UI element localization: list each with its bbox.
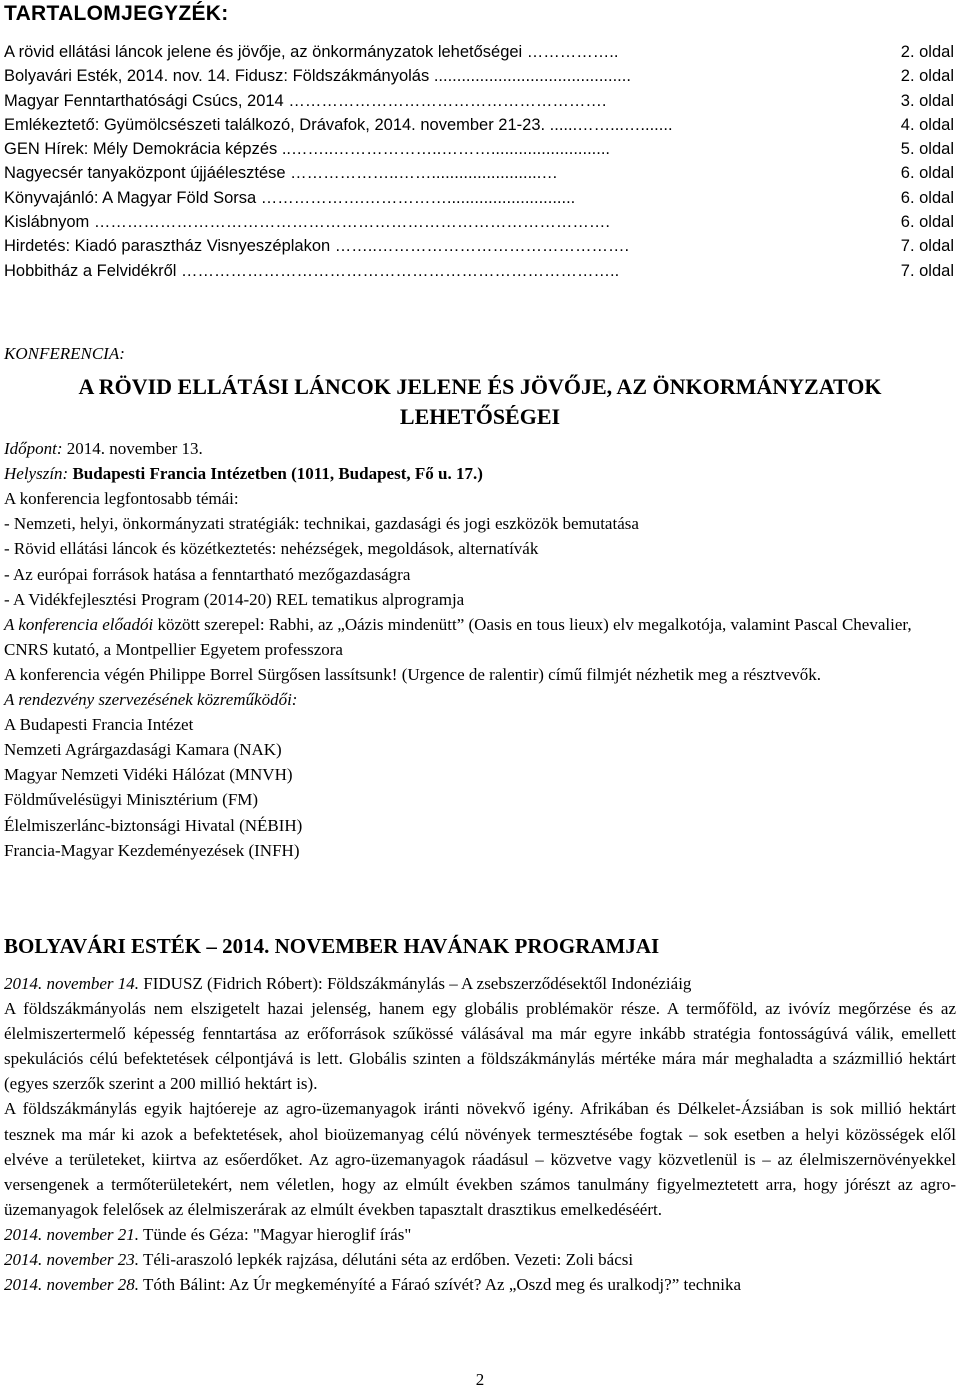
toc-entry-text: Emlékeztető: Gyümölcsészeti találkozó, Drávafok, 2014. november 21-23. ......……...…....... xyxy=(4,115,673,134)
event-4 xyxy=(4,1272,956,1297)
toc-entry-text: GEN Hírek: Mély Demokrácia képzés ..……..………………..……….......................... xyxy=(4,140,611,159)
toc-entry-text: Kislábnyom …………………………………………………………………………………. xyxy=(4,213,610,232)
event-title: Tünde és Géza: "Magyar hieroglif írás" xyxy=(139,1224,412,1244)
organizer-item: Nemzeti Agrárgazdasági Kamara (NAK) xyxy=(4,740,282,760)
conference-time xyxy=(4,436,956,461)
toc-entry-page: 4. oldal xyxy=(900,115,954,134)
toc-entry[interactable] xyxy=(4,259,956,283)
toc-entry[interactable] xyxy=(4,40,956,64)
organizer-item: Élelmiszerlánc-biztonsági Hivatal (NÉBIH) xyxy=(4,815,303,835)
speakers-paragraph xyxy=(4,612,956,662)
place-label: Helyszín: xyxy=(4,464,69,484)
toc-entry[interactable] xyxy=(4,89,956,113)
toc-entry[interactable] xyxy=(4,234,956,258)
speakers-text: között szerepel: Rabhi, az „Oázis mindenütt” (Oasis en tous lieux) elv megalkotója, valamint Pascal Chevalier, CNRS kutató, a Montpellier Egyetem professzora xyxy=(4,614,912,659)
event-date: 2014. november 14. xyxy=(4,974,140,993)
film-paragraph: A konferencia végén Philippe Borrel Sürgősen lassítsunk! (Urgence de ralentir) című filmjét nézhetik meg a résztvevők. xyxy=(4,664,822,684)
event-title: Tóth Bálint: Az Úr megkeményíté a Fáraó szívét? Az „Oszd meg és uralkodj?” technika xyxy=(139,1275,742,1295)
toc-entry-text: A rövid ellátási láncok jelene és jövője, az önkormányzatok lehetőségei …………….. xyxy=(4,43,619,61)
event-2 xyxy=(4,1222,956,1247)
toc-entry-page: 7. oldal xyxy=(900,261,954,280)
event-3 xyxy=(4,1247,956,1272)
page-number: 2 xyxy=(475,1370,485,1389)
event-1-paragraph-1: A földszákmányolás nem elszigetelt hazai jelenség, hanem egy globális problémakör része. A termőföld, az ivóvíz megőrzése és az élelmiszertermelő képesség fenntartása az erőforrások szűkössé válásával ma már egyre inkább stratégia fontosságúvá válik, emellett spekulációs célú befektetések célpontjává is lett. Globális szinten a földszákmánylás mértéke mára már meghaladta a százmillió hektárt (egyes szerzők szerint a 200 millió hektárt is). xyxy=(4,999,956,1094)
toc-entry-text: Könyvajánló: A Magyar Föld Sorsa ……………….……………............................ xyxy=(4,188,576,207)
toc-entry[interactable] xyxy=(4,161,956,185)
event-1 xyxy=(4,971,956,996)
toc-title: TARTALOMJEGYZÉK: xyxy=(4,2,229,25)
event-1-paragraph-2: A földszákmánylás egyik hajtóereje az agro-üzemanyagok iránti növekvő igény. Afrikában és Délkelet-Ázsiában is sok millió hektárt tesznek ma már ki azok a befektetések, ahol bioüzemanyag célú növények termesztésébe fogtak – sok esetben a helyi közösségek elől elvéve a területeket, kiirtva az esőerdőket. Az agro-üzemanyagok ráadásul – közvetve vagy közvetlenül is – az élelmiszernövényekkel versengenek a termőterületekért, nem véletlen, hogy az elmúlt években számos tanulmány figyelmeztetett arra, hogy jórészt az agro-üzemanyagok felelősek az élelmiszerárak az elmúlt években tapasztalt drasztikus emelkedéséért. xyxy=(4,1099,956,1219)
toc-entry[interactable] xyxy=(4,137,956,161)
conference-heading: A RÖVID ELLÁTÁSI LÁNCOK JELENE ÉS JÖVŐJE, AZ ÖNKORMÁNYZATOK LEHETŐSÉGEI xyxy=(78,374,882,430)
organizers-label: A rendezvény szervezésének közreműködői: xyxy=(4,690,298,710)
topic-item: - Az európai források hatása a fenntartható mezőgazdaságra xyxy=(4,564,411,584)
topic-item: - A Vidékfejlesztési Program (2014-20) REL tematikus alprogramja xyxy=(4,589,465,609)
event-title: Téli-araszoló lepkék rajzása, délutáni séta az erdőben. Vezeti: Zoli bácsi xyxy=(139,1250,634,1270)
bolyavari-section xyxy=(4,971,956,1297)
toc-entry-page: 6. oldal xyxy=(900,164,954,183)
event-date: 2014. november 28. xyxy=(4,1275,140,1295)
topic-item: - Nemzeti, helyi, önkormányzati stratégiák: technikai, gazdasági és jogi eszközök bemutatása xyxy=(4,514,639,534)
organizer-item: Földművelésügyi Minisztérium (FM) xyxy=(4,790,259,810)
conference-place xyxy=(4,461,956,486)
toc-entry-text: Magyar Fenntarthatósági Csúcs, 2014 …………………………………………………. xyxy=(4,91,607,110)
toc-entry[interactable] xyxy=(4,210,956,234)
toc-entry[interactable] xyxy=(4,64,956,88)
time-value: 2014. november 13. xyxy=(62,439,203,459)
toc-entry-page: 7. oldal xyxy=(900,237,954,256)
event-date: 2014. november 23. xyxy=(4,1250,140,1270)
conference-label: KONFERENCIA: xyxy=(4,344,125,363)
conference-section xyxy=(4,341,956,863)
toc-entry-page: 2. oldal xyxy=(900,43,954,61)
toc-entry[interactable] xyxy=(4,113,956,137)
toc-entry-page: 6. oldal xyxy=(900,188,954,207)
organizer-item: Magyar Nemzeti Vidéki Hálózat (MNVH) xyxy=(4,765,293,785)
topics-intro: A konferencia legfontosabb témái: xyxy=(4,489,239,509)
event-title: FIDUSZ (Fidrich Róbert): Földszákmánylás – A zsebszerződésektől Indonéziáig xyxy=(139,974,692,993)
event-date: 2014. november 21. xyxy=(4,1224,140,1244)
topic-item: - Rövid ellátási láncok és közétkeztetés: nehézségek, megoldások, alternatívák xyxy=(4,539,539,559)
place-value: Budapesti Francia Intézetben (1011, Budapest, Fő u. 17.) xyxy=(68,464,483,484)
toc-entry-text: Hirdetés: Kiadó parasztház Visnyeszéplakon ……..………………………………………. xyxy=(4,237,630,256)
toc-entry[interactable] xyxy=(4,186,956,210)
toc-entry-text: Hobbitház a Felvidékről …………………………………………………………………….. xyxy=(4,261,620,280)
organizer-item: Francia-Magyar Kezdeményezések (INFH) xyxy=(4,840,300,860)
toc-entry-page: 6. oldal xyxy=(900,213,954,232)
toc-entry-page: 5. oldal xyxy=(900,140,954,159)
toc-entry-text: Nagyecsér tanyaközpont újjáélesztése ………………..……........................… xyxy=(4,164,558,183)
toc-entry-page: 2. oldal xyxy=(900,67,954,86)
toc-entry-text: Bolyavári Esték, 2014. nov. 14. Fidusz: Földszákmányolás ........................................... xyxy=(4,67,631,86)
time-label: Időpont: xyxy=(4,439,63,459)
speakers-label: A konferencia előadói xyxy=(4,614,154,634)
table-of-contents xyxy=(4,40,956,283)
toc-entry-page: 3. oldal xyxy=(900,91,954,110)
bolyavari-title: BOLYAVÁRI ESTÉK – 2014. NOVEMBER HAVÁNAK PROGRAMJAI xyxy=(4,934,660,958)
organizer-item: A Budapesti Francia Intézet xyxy=(4,715,194,735)
